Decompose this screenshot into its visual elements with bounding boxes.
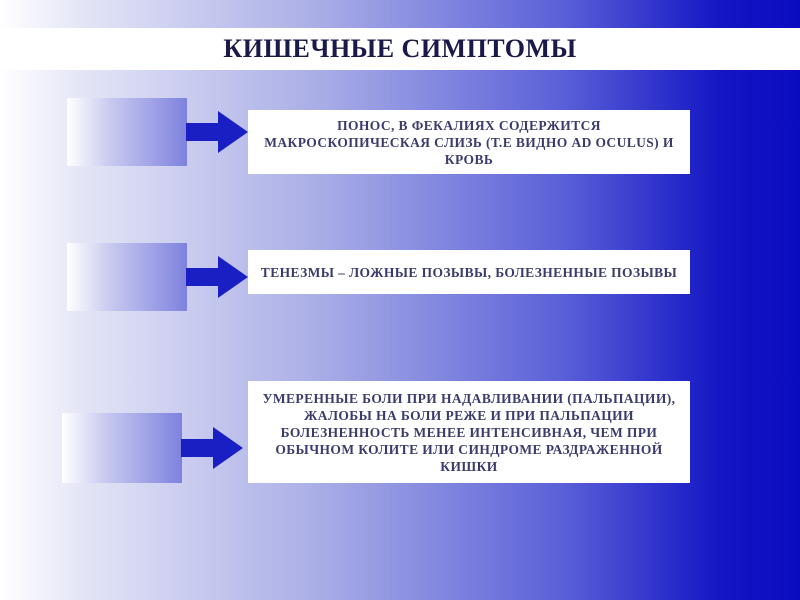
arrow-right-icon	[186, 111, 250, 153]
arrow-right-icon	[181, 427, 245, 469]
symptom-box-3	[248, 381, 690, 483]
symptom-box-2	[248, 250, 690, 294]
symptom-text-1: ПОНОС, В ФЕКАЛИЯХ СОДЕРЖИТСЯ МАКРОСКОПИЧЕСКАЯ СЛИЗЬ (Т.Е ВИДНО AD OCULUS) И КРОВЬ	[264, 117, 674, 167]
arrow-right-icon	[186, 256, 250, 298]
symptom-text-3: УМЕРЕННЫЕ БОЛИ ПРИ НАДАВЛИВАНИИ (ПАЛЬПАЦИИ), ЖАЛОБЫ НА БОЛИ РЕЖЕ И ПРИ ПАЛЬПАЦИИ БОЛЕЗНЕННОСТЬ МЕНЕЕ ИНТЕНСИВНАЯ, ЧЕМ ПРИ ОБЫЧНОМ КОЛИТЕ ИЛИ СИНДРОМЕ РАЗДРАЖЕННОЙ КИШКИ	[262, 390, 676, 474]
title-bar	[0, 28, 800, 70]
marker-square-3	[62, 413, 182, 483]
symptom-text-2: ТЕНЕЗМЫ – ЛОЖНЫЕ ПОЗЫВЫ, БОЛЕЗНЕННЫЕ ПОЗЫВЫ	[260, 264, 678, 280]
marker-square-1	[67, 98, 187, 166]
symptom-box-1	[248, 110, 690, 174]
marker-square-2	[67, 243, 187, 311]
slide-title: КИШЕЧНЫЕ СИМПТОМЫ	[223, 34, 577, 63]
